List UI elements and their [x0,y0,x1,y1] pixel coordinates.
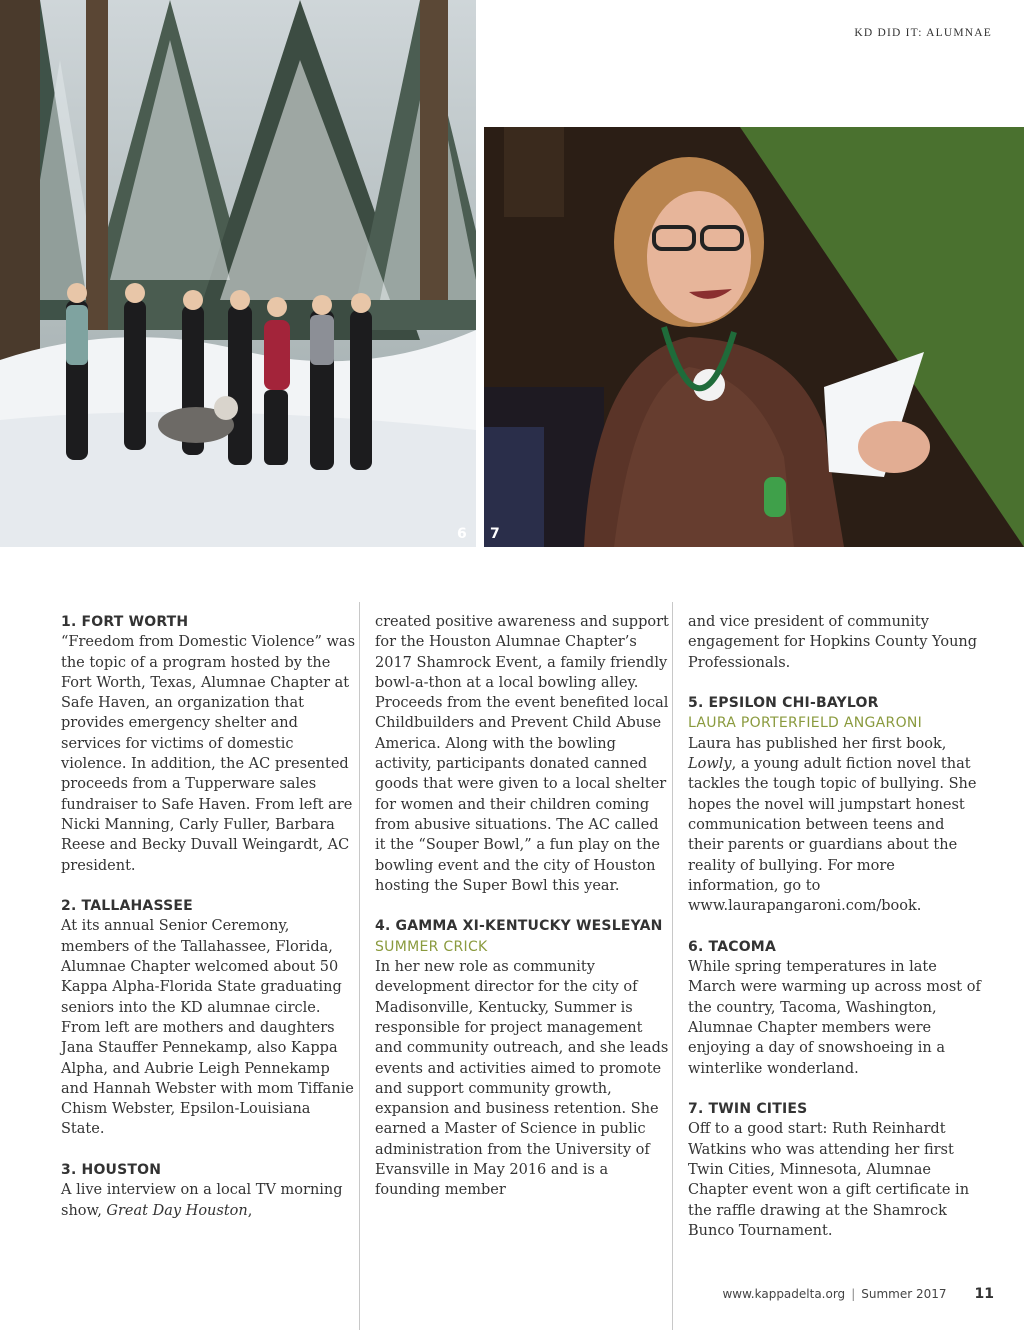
body-text: A live interview on a local TV morning show, [61,1182,343,1219]
photo-number: 6 [457,526,467,542]
section-heading: 5. EPSILON CHI-BAYLOR [688,695,879,712]
footer-issue: Summer 2017 [861,1287,947,1301]
snow-forest-photo-icon [0,0,476,547]
section-body: At its annual Senior Ceremony, members of the Tallahassee, Florida, Alumnae Chapter welcomed about 50 Kappa Alpha-Florida State graduating seniors into the KD alumnae circle. From left are mothers and daughters Jana Stauffer Pennekamp, also Kappa Alpha, and Aubrie Leigh Pennekamp and Hannah Webster with mom Tiffanie Chism Webster, Epsilon-Louisiana State. [61,918,354,1138]
section-heading: 3. HOUSTON [61,1162,162,1179]
section-body: Off to a good start: Ruth Reinhardt Watkins who was attending her first Twin Cities, Minnesota, Alumnae Chapter event won a gift certificate in the raffle drawing at the Shamrock Bunco Tournament. [688,1121,970,1239]
section-heading: 1. FORT WORTH [61,614,189,630]
show-title: Great Day Houston [106,1202,248,1219]
column-divider [359,602,360,1330]
section-body: and vice president of community engagement for Hopkins County Young Professionals. [688,614,978,671]
page-number: 11 [974,1286,994,1302]
section-label: KD DID IT: ALUMNAE [854,27,992,39]
page-footer [722,1286,994,1302]
book-title: Lowly [688,756,732,773]
section-body [688,734,984,917]
woman-reading-card-photo-icon [484,127,1024,547]
column-divider [672,602,673,1330]
section-body [61,1180,357,1221]
section-heading: 2. TALLAHASSEE [61,898,193,915]
column-3 [688,612,984,1241]
section-heading: 6. TACOMA [688,938,776,955]
photo-7-raffle-winner [484,127,1024,547]
section-heading: 4. GAMMA XI-KENTUCKY WESLEYAN [375,918,663,935]
photo-6-snowshoeing [0,0,476,547]
member-name: SUMMER CRICK [375,938,488,955]
section-body: created positive awareness and support for the Houston Alumnae Chapter’s 2017 Shamrock Event, a family friendly bowl-a-thon at a local bowling alley. Proceeds from the event benefited local Childbuilders and Prevent Child Abuse America. Along with the bowling activity, participants donated canned goods that were given to a local shelter for women and their children coming from abusive situations. The AC called it the “Souper Bowl,” a fun play on the bowling event and the city of Houston hosting the Super Bowl this year. [375,614,669,894]
body-text: Laura has published her first book, [688,735,947,752]
section-body: “Freedom from Domestic Violence” was the topic of a program hosted by the Fort Worth, Texas, Alumnae Chapter at Safe Haven, an organization that provides emergency shelter and services for victims of domestic violence. In addition, the AC presented proceeds from a Tupperware sales fundraiser to Safe Haven. From left are Nicki Manning, Carly Fuller, Barbara Reese and Becky Duvall Weingardt, AC president. [61,634,356,874]
section-body: In her new role as community development director for the city of Madisonville, Kentucky, Summer is responsible for project management and community outreach, and she leads events and activities aimed to promote and support community growth, expansion and business retention. She earned a Master of Science in public administration from the University of Evansville in May 2016 and is a founding member [375,959,669,1199]
section-heading: 7. TWIN CITIES [688,1101,808,1118]
column-1 [61,612,357,1221]
footer-separator: | [851,1287,856,1301]
body-text: , a young adult fiction novel that tackles the tough topic of bullying. She hopes the novel will jumpstart honest communication between teens and their parents or guardians about the reality of bullying. For more information, go to www.laurapangaroni.com/book. [688,756,977,915]
body-text: , [247,1202,253,1219]
photo-number: 7 [490,526,500,542]
column-2 [375,612,671,1201]
footer-url[interactable]: www.kappadelta.org [722,1287,846,1301]
member-name: LAURA PORTERFIELD ANGARONI [688,715,923,732]
section-body: While spring temperatures in late March were warming up across most of the country, Tacoma, Washington, Alumnae Chapter members were enjoying a day of snowshoeing in a winterlike wonderland. [688,959,981,1077]
